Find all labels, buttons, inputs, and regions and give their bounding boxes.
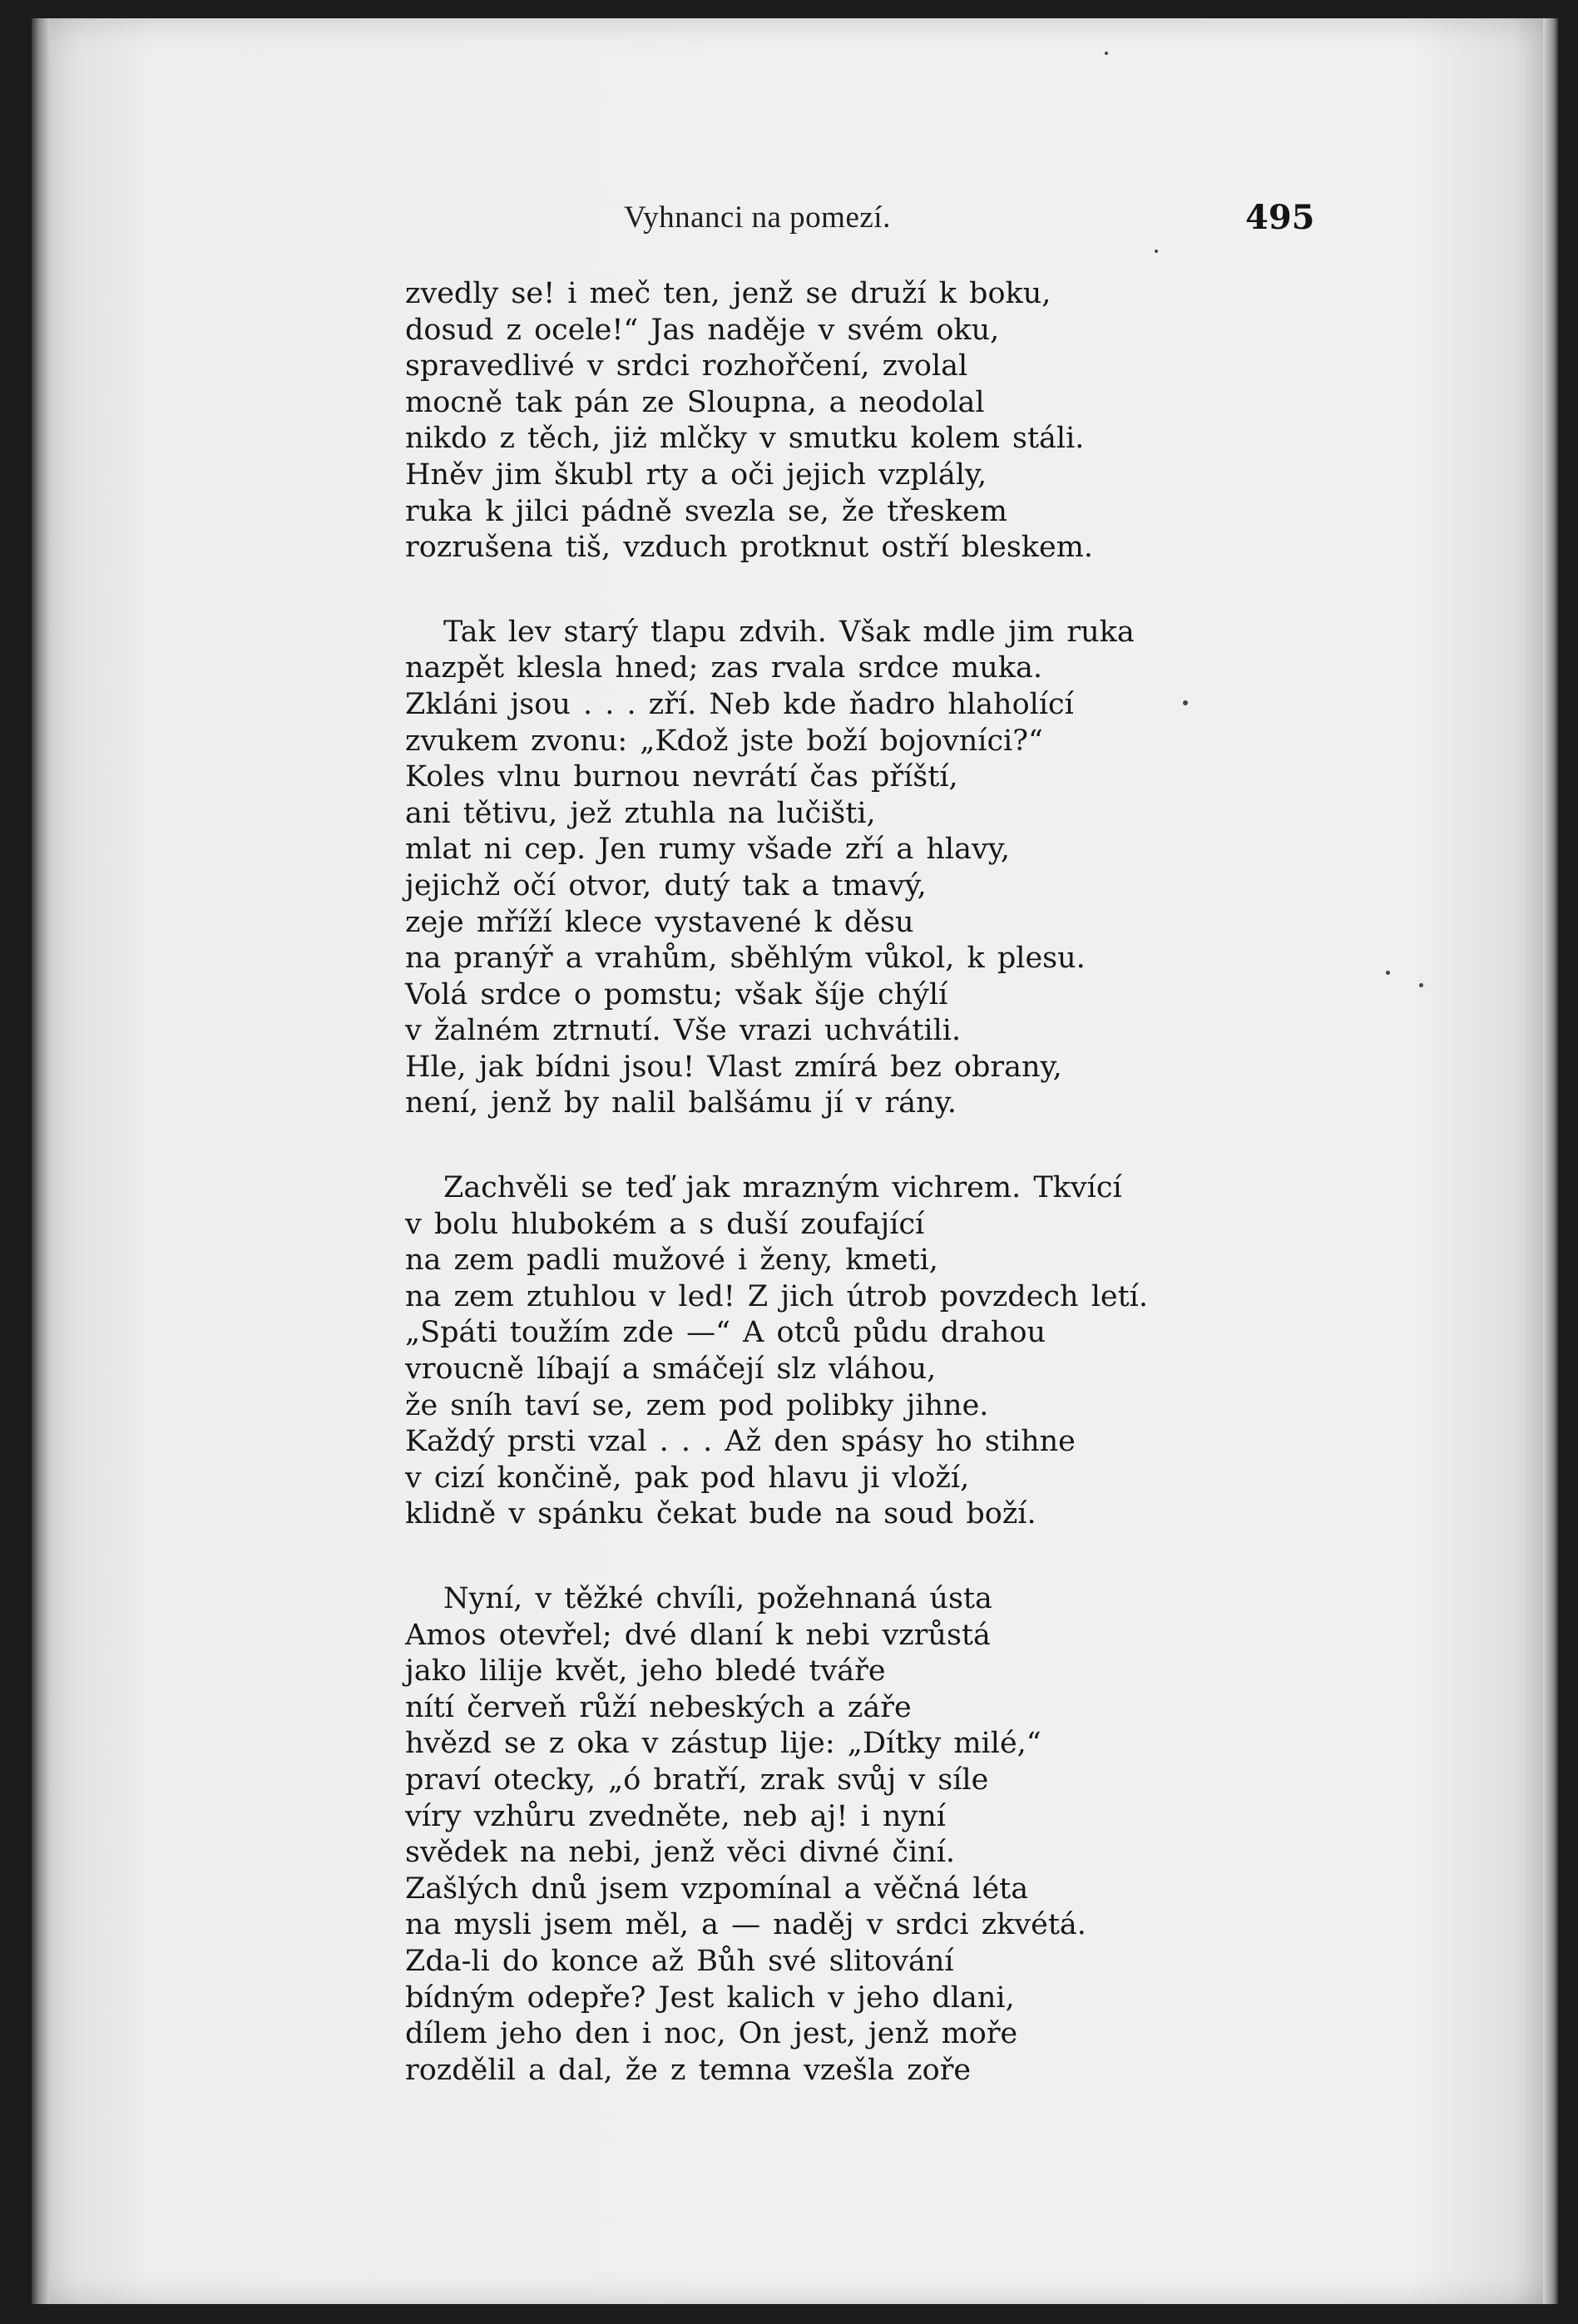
verse-line: zvedly se! i meč ten, jenž se druží k boku, [405,277,1051,310]
scan-speck [1105,52,1108,55]
verse-line: Nyní, v těžké chvíli, požehnaná ústa [443,1582,992,1615]
verse-line: dosud z ocele!“ Jas naděje v svém oku, [405,313,1000,347]
verse-line: víry vzhůru zvedněte, neb aj! i nyní [405,1799,946,1833]
verse-line: Zda-li do konce až Bůh své slitování [405,1944,954,1978]
page-binding-edge [32,18,50,2304]
verse-line: na zem padli mužové i ženy, kmeti, [405,1244,938,1278]
verse-line: jejichž očí otvor, dutý tak a tmavý, [405,868,927,902]
verse-line: ruka k jilci pádně svezla se, že třeskem [405,494,1007,528]
verse-line: dílem jeho den i noc, On jest, jenž moře [405,2017,1018,2051]
verse-line: Tak lev starý tlapu zdvih. Však mdle jim ruka [443,615,1135,649]
verse-line: praví otecky, „ó bratří, zrak svůj v síle [405,1763,989,1797]
poem-text [405,276,1237,2089]
verse-line: rozdělil a dal, že z temna vzešla zoře [405,2053,972,2087]
verse-line: nikdo z těch, jiż mlčky v smutku kolem stáli. [405,422,1085,456]
verse-line: klidně v spánku čekat bude na soud boží. [405,1497,1036,1531]
verse-line: spravedlivé v srdci rozhořčení, zvolal [405,349,968,383]
verse-line: jako lilije květ, jeho bledé tváře [405,1654,886,1689]
verse-line: rozrušena tiš, vzduch protknut ostří bleskem. [405,531,1094,565]
verse-line: vroucně líbají a smáčejí slz vláhou, [405,1352,937,1387]
stanza-3 [405,1170,1237,1533]
verse-line: v bolu hlubokém a s duší zoufající [405,1207,925,1241]
verse-line: na pranýř a vrahům, sběhlým vůkol, k plesu. [405,942,1086,976]
verse-line: „Spáti toužím zde —“ A otců půdu drahou [405,1316,1046,1350]
verse-line: Zachvěli se teď jak mrazným vichrem. Tkvící [443,1171,1122,1205]
verse-line: hvězd se z oka v zástup lije: „Dítky milé,“ [405,1727,1041,1761]
verse-line: Zašlých dnů jsem vzpomínal a věčná léta [405,1872,1029,1906]
book-page [32,18,1558,2304]
stanza-1 [405,276,1237,566]
verse-line: v žalném ztrnutí. Vše vrazi uchvátili. [405,1014,962,1048]
page-header [32,185,1558,243]
scan-speck [1183,700,1188,705]
verse-line: Hněv jim škubl rty a oči jejich vzplály, [405,457,987,492]
stanza-2 [405,615,1237,1122]
verse-line: zvukem zvonu: „Kdož jste boží bojovníci?“ [405,724,1043,758]
verse-line: mocně tak pán ze Sloupna, a neodolal [405,385,985,419]
scan-speck [1419,983,1423,987]
verse-line: Amos otevřel; dvé dlaní k nebi vzrůstá [405,1618,991,1652]
scan-speck [1386,971,1390,975]
verse-line: na zem ztuhlou v led! Z jich útrob povzdech letí. [405,1279,1148,1313]
verse-line: nítí červeň růží nebeských a záře [405,1690,912,1724]
verse-line: zeje mříží klece vystavené k děsu [405,905,914,939]
verse-line: v cizí končině, pak pod hlavu ji vloží, [405,1461,970,1495]
verse-line: Koles vlnu burnou nevrátí čas příští, [405,760,958,794]
verse-line: nazpět klesla hned; zas rvala srdce muka. [405,651,1042,685]
verse-line: Zkláni jsou . . . zří. Neb kde ňadro hlaholící [405,687,1074,721]
page-right-edge [1543,18,1558,2304]
page-number: 495 [1245,198,1315,237]
verse-line: ani tětivu, jež ztuhla na lučišti, [405,796,876,830]
verse-line: Hle, jak bídni jsou! Vlast zmírá bez obrany, [405,1050,1062,1084]
verse-line: svědek na nebi, jenž věci divné činí. [405,1836,956,1870]
verse-line: není, jenž by nalil balšámu jí v rány. [405,1086,957,1120]
verse-line: Každý prsti vzal . . . Až den spásy ho stihne [405,1425,1076,1459]
verse-line: bídným odepře? Jest kalich v jeho dlani, [405,1980,1015,2015]
verse-line: že sníh taví se, zem pod polibky jihne. [405,1388,989,1422]
verse-line: mlat ni cep. Jen rumy všade zří a hlavy, [405,833,1010,867]
stanza-4 [405,1581,1237,2089]
scan-speck [1155,250,1158,253]
running-title: Vyhnanci na pomezí. [624,200,891,235]
verse-line: na mysli jsem měl, a — naděj v srdci zkvétá. [405,1908,1086,1942]
verse-line: Volá srdce o pomstu; však šíje chýlí [405,977,948,1011]
